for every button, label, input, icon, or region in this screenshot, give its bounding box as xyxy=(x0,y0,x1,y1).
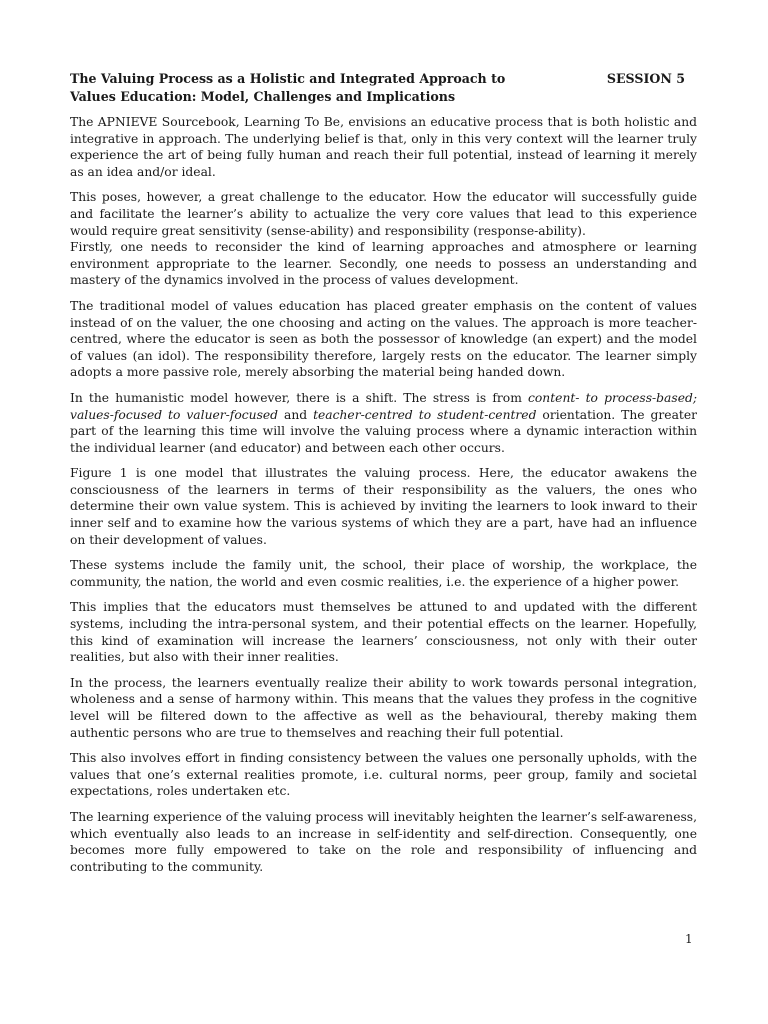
paragraph-humanistic xyxy=(70,390,697,456)
paragraph: In the process, the learners eventually realize their ability to work towards personal integration, wholeness and a sense of harmony within. This means that the values they profess in the cognitive level will be filtered down to the affective as well as the behavioural, thereby making them authentic persons who are true to themselves and reaching their full potential. xyxy=(70,675,697,740)
paragraph: The traditional model of values education has placed greater emphasis on the content of values instead of on the valuer, the one choosing and acting on the values. The approach is more teacher-centred, where the educator is seen as both the possessor of knowledge (an expert) and the model of values (an idol). The responsibility therefore, largely rests on the educator. The learner simply adopts a more passive role, merely absorbing the material being handed down. xyxy=(70,298,697,380)
emphasis-text: content- to process-based; values-focused to valuer-focused xyxy=(70,390,697,422)
paragraph: Firstly, one needs to reconsider the kind of learning approaches and atmosphere or learning environment appropriate to the learner. Secondly, one needs to possess an understanding and mastery of the dynamics involved in the process of values development. xyxy=(70,240,697,288)
paragraph: Figure 1 is one model that illustrates the valuing process. Here, the educator awakens the consciousness of the learners in terms of their responsibility as the valuers, the ones who determine their own value system. This is achieved by inviting the learners to look inward to their inner self and to examine how the various systems of which they are a part, have had an influence on their development of values. xyxy=(70,466,697,547)
paragraph: This also involves effort in finding consistency between the values one personally upholds, with the values that one’s external realities promote, i.e. cultural norms, peer group, family and societal expectations, roles undertaken etc. xyxy=(70,751,697,799)
emphasis-text: teacher-centred to student-centred xyxy=(313,407,537,422)
document-page xyxy=(70,70,697,884)
paragraph: This poses, however, a great challenge to the educator. How the educator will successfully guide and facilitate the learner’s ability to actualize the very core values that lead to this experience would require great sensitivity (sense-ability) and responsibility (response-ability). xyxy=(70,190,697,238)
paragraph: This implies that the educators must themselves be attuned to and updated with the different systems, including the intra-personal system, and their potential effects on the learner. Hopefully, this kind of examination will increase the learners’ consciousness, not only with their outer realities, but also with their inner realities. xyxy=(70,600,697,665)
session-label: SESSION 5 xyxy=(606,71,685,86)
page-number: 1 xyxy=(685,932,693,946)
text-run: and xyxy=(278,407,314,422)
document-title xyxy=(70,70,540,106)
paragraph: The learning experience of the valuing process will inevitably heighten the learner’s self-awareness, which eventually also leads to an increase in self-identity and self-direction. Consequently, one becomes more fully empowered to take on the role and responsibility of influencing and contributing to the community. xyxy=(70,809,697,874)
paragraph: These systems include the family unit, the school, their place of worship, the workplace, the community, the nation, the world and even cosmic realities, i.e. the experience of a higher power. xyxy=(70,558,697,589)
title-line-1: The Valuing Process as a Holistic and Integrated Approach to xyxy=(70,71,506,86)
text-run: In the humanistic model however, there is a shift. The stress is from xyxy=(70,390,529,405)
paragraph: The APNIEVE Sourcebook, Learning To Be, envisions an educative process that is both holistic and integrative in approach. The underlying belief is that, only in this very context will the learner truly experience the art of being fully human and reach their full potential, instead of learning it merely as an idea and/or ideal. xyxy=(70,115,697,179)
document-header xyxy=(70,70,697,114)
title-line-2: Values Education: Model, Challenges and Implications xyxy=(70,89,456,104)
text-run: orientation. The greater part of the learning this time will involve the valuing process where a dynamic interaction within the individual learner (and educator) and between each other occurs. xyxy=(70,407,697,455)
